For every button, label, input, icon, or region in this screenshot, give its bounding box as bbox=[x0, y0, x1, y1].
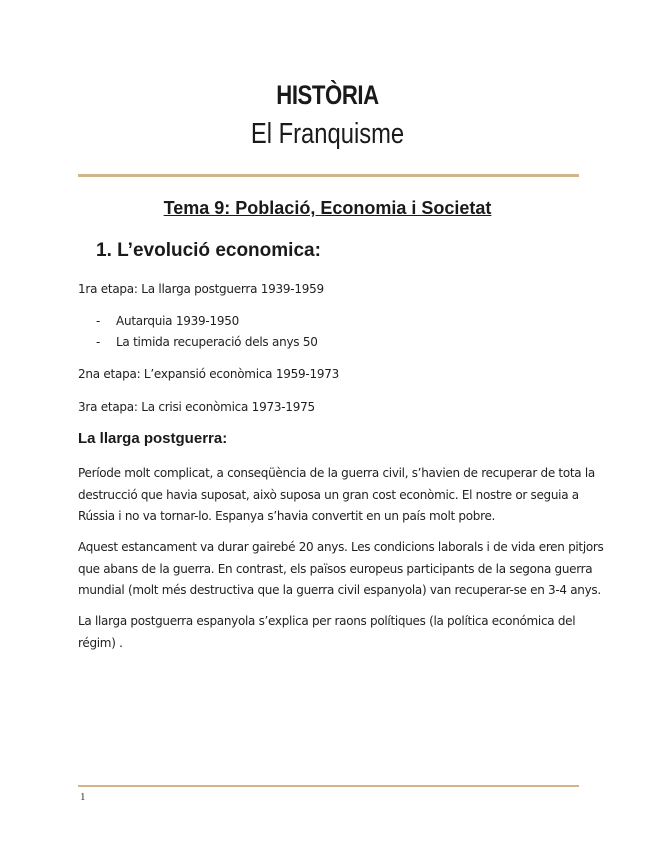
bullet-item-autarquia: Autarquia 1939-1950 bbox=[116, 314, 239, 328]
paragraph-2 bbox=[78, 537, 604, 602]
footer-divider bbox=[78, 785, 579, 787]
document-title: HISTÒRIA bbox=[276, 80, 379, 110]
section-heading-postguerra: La llarga postguerra: bbox=[78, 430, 228, 447]
paragraph-line: Rússia i no va tornar-lo. Espanya s’havia convertit en un país molt pobre. bbox=[78, 509, 496, 523]
stage-2-text: 2na etapa: L’expansió econòmica 1959-1973 bbox=[78, 367, 339, 381]
paragraph-line: régim) . bbox=[78, 635, 123, 650]
bullet-dash: - bbox=[96, 335, 101, 349]
paragraph-line: mundial (molt més destructiva que la guerra civil espanyola) van recuperar-se en 3-4 anys. bbox=[78, 583, 601, 597]
stage-1-text: 1ra etapa: La llarga postguerra 1939-1959 bbox=[78, 282, 324, 296]
paragraph-line: La llarga postguerra espanyola s’explica per raons polítiques (la política económica del bbox=[78, 614, 576, 628]
paragraph-line: destrucció que havia suposat, això suposa un gran cost econòmic. El nostre or seguia a bbox=[78, 487, 579, 502]
paragraph-line: que abans de la guerra. En contrast, els països europeus participants de la segona guerra bbox=[78, 561, 593, 576]
document-subtitle: El Franquisme bbox=[250, 118, 405, 150]
stage-3-text: 3ra etapa: La crisi econòmica 1973-1975 bbox=[78, 400, 315, 414]
bullet-item-recuperacio: La timida recuperació dels anys 50 bbox=[116, 335, 318, 349]
bullet-dash: - bbox=[96, 314, 101, 328]
header-divider bbox=[78, 174, 579, 177]
page-number: 1 bbox=[80, 791, 86, 803]
section-heading-evolucio: 1. L’evolució economica: bbox=[96, 240, 321, 261]
paragraph-line: Període molt complicat, a conseqüència de la guerra civil, s’havien de recuperar de tota la bbox=[78, 466, 595, 480]
paragraph-1 bbox=[78, 463, 595, 528]
paragraph-line: Aquest estancament va durar gairebé 20 anys. Les condicions laborals i de vida eren pitjors bbox=[78, 540, 604, 554]
paragraph-3 bbox=[78, 611, 588, 654]
topic-title: Tema 9: Població, Economia i Societat bbox=[163, 198, 492, 218]
